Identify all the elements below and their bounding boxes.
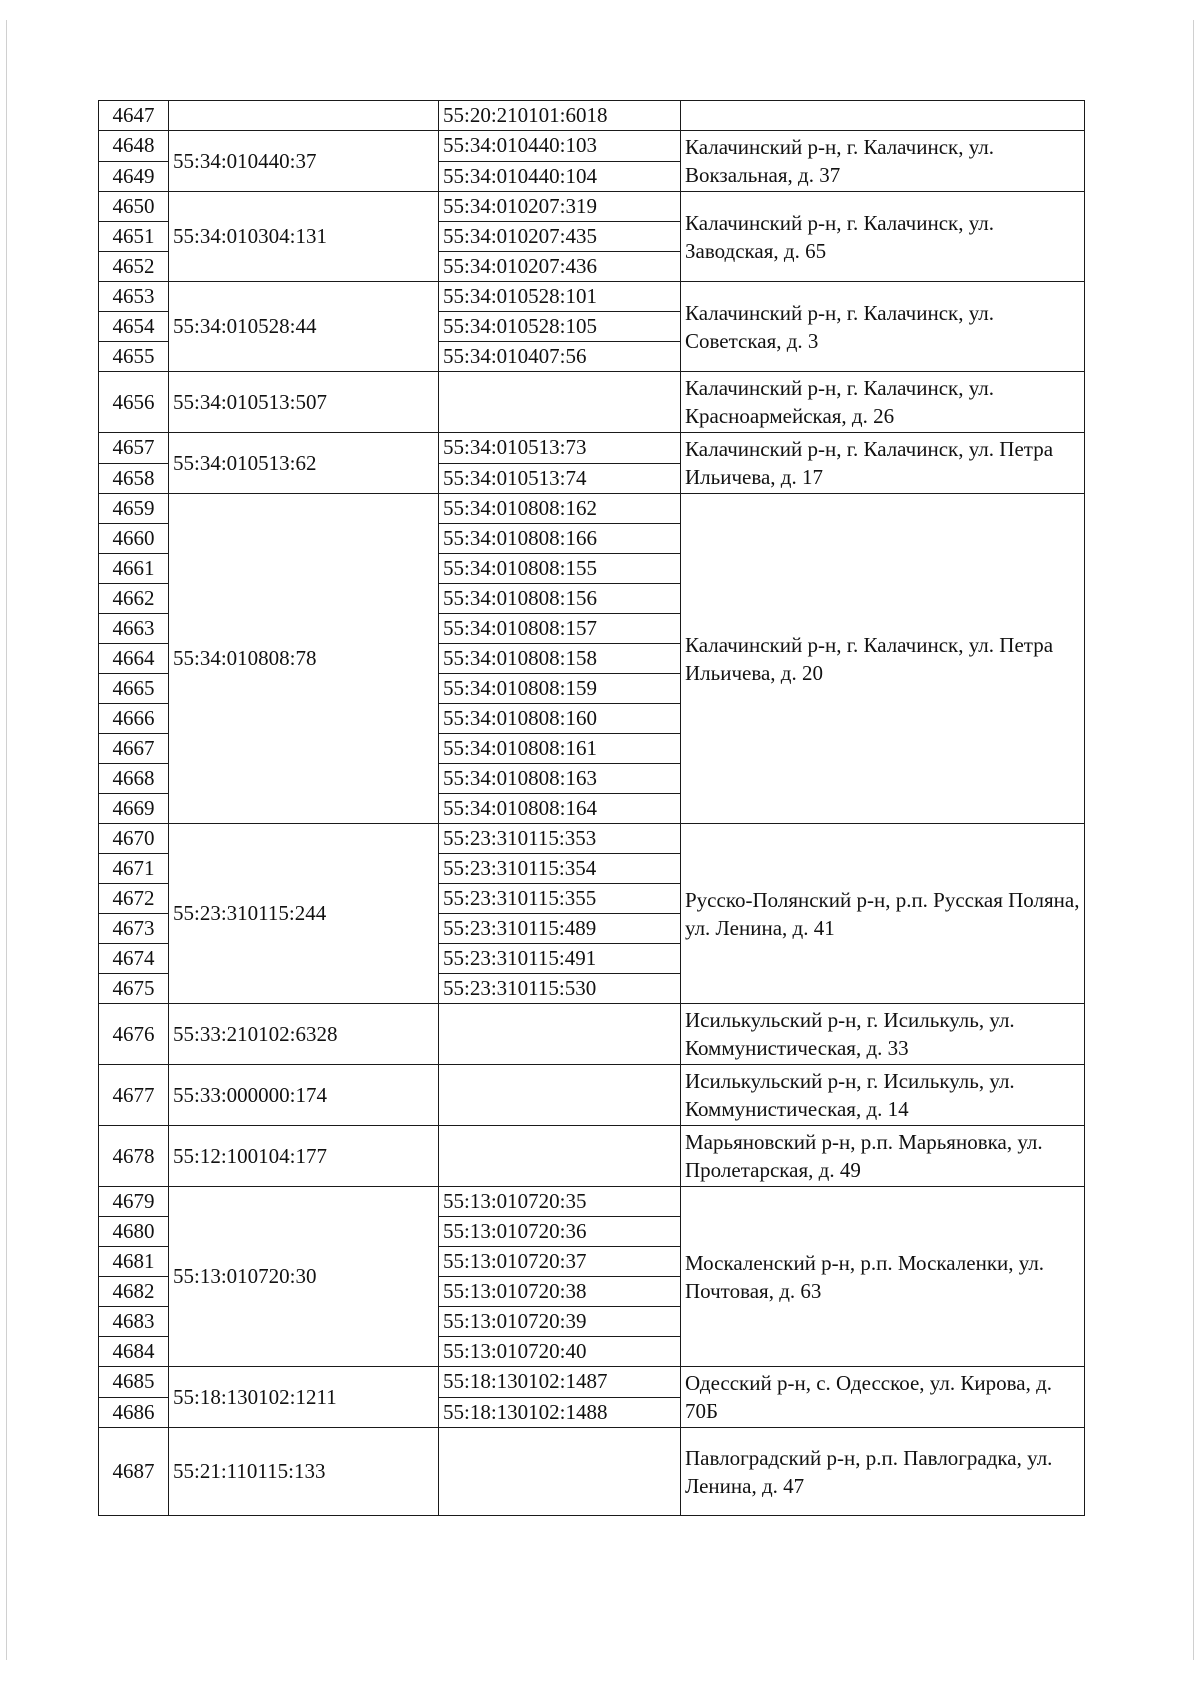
main-cadastral-number-cell: 55:12:100104:177 [169, 1126, 439, 1187]
main-cadastral-number-cell: 55:34:010528:44 [169, 282, 439, 372]
table-row [99, 433, 1085, 464]
sub-cadastral-number-cell: 55:34:010808:166 [439, 524, 681, 554]
sub-cadastral-number-cell: 55:13:010720:35 [439, 1187, 681, 1217]
row-number-cell: 4654 [99, 312, 169, 342]
row-number-cell: 4674 [99, 944, 169, 974]
address-cell: Калачинский р-н, г. Калачинск, ул. Красноармейская, д. 26 [681, 372, 1085, 433]
table-row [99, 1428, 1085, 1516]
row-number-cell: 4677 [99, 1065, 169, 1126]
row-number-cell: 4686 [99, 1397, 169, 1428]
table-row [99, 131, 1085, 162]
row-number-cell: 4659 [99, 494, 169, 524]
table-row [99, 1065, 1085, 1126]
row-number-cell: 4675 [99, 974, 169, 1004]
row-number-cell: 4655 [99, 342, 169, 372]
table-row [99, 1004, 1085, 1065]
sub-cadastral-number-cell [439, 1004, 681, 1065]
address-cell: Исилькульский р-н, г. Исилькуль, ул. Коммунистическая, д. 14 [681, 1065, 1085, 1126]
row-number-cell: 4657 [99, 433, 169, 464]
sub-cadastral-number-cell: 55:34:010808:157 [439, 614, 681, 644]
main-cadastral-number-cell: 55:33:000000:174 [169, 1065, 439, 1126]
row-number-cell: 4682 [99, 1277, 169, 1307]
scan-edge-right [1193, 20, 1194, 1660]
main-cadastral-number-cell: 55:23:310115:244 [169, 824, 439, 1004]
row-number-cell: 4680 [99, 1217, 169, 1247]
sub-cadastral-number-cell: 55:34:010808:156 [439, 584, 681, 614]
sub-cadastral-number-cell: 55:23:310115:489 [439, 914, 681, 944]
sub-cadastral-number-cell: 55:18:130102:1487 [439, 1367, 681, 1398]
sub-cadastral-number-cell: 55:34:010207:436 [439, 252, 681, 282]
row-number-cell: 4653 [99, 282, 169, 312]
row-number-cell: 4685 [99, 1367, 169, 1398]
main-cadastral-number-cell: 55:34:010513:62 [169, 433, 439, 494]
sub-cadastral-number-cell: 55:34:010808:161 [439, 734, 681, 764]
sub-cadastral-number-cell [439, 1065, 681, 1126]
main-cadastral-number-cell: 55:18:130102:1211 [169, 1367, 439, 1428]
sub-cadastral-number-cell: 55:34:010207:435 [439, 222, 681, 252]
address-cell: Павлоградский р-н, р.п. Павлоградка, ул. Ленина, д. 47 [681, 1428, 1085, 1516]
table-row [99, 282, 1085, 312]
sub-cadastral-number-cell: 55:34:010513:74 [439, 463, 681, 494]
sub-cadastral-number-cell: 55:20:210101:6018 [439, 101, 681, 131]
sub-cadastral-number-cell: 55:23:310115:353 [439, 824, 681, 854]
address-cell: Калачинский р-н, г. Калачинск, ул. Вокзальная, д. 37 [681, 131, 1085, 192]
address-cell: Русско-Полянский р-н, р.п. Русская Поляна, ул. Ленина, д. 41 [681, 824, 1085, 1004]
sub-cadastral-number-cell: 55:34:010808:163 [439, 764, 681, 794]
sub-cadastral-number-cell: 55:13:010720:40 [439, 1337, 681, 1367]
cadastral-table [98, 100, 1085, 1516]
table-row [99, 1187, 1085, 1217]
row-number-cell: 4670 [99, 824, 169, 854]
sub-cadastral-number-cell: 55:23:310115:354 [439, 854, 681, 884]
sub-cadastral-number-cell: 55:18:130102:1488 [439, 1397, 681, 1428]
row-number-cell: 4664 [99, 644, 169, 674]
sub-cadastral-number-cell: 55:34:010207:319 [439, 192, 681, 222]
address-cell: Марьяновский р-н, р.п. Марьяновка, ул. Пролетарская, д. 49 [681, 1126, 1085, 1187]
row-number-cell: 4684 [99, 1337, 169, 1367]
sub-cadastral-number-cell: 55:34:010808:164 [439, 794, 681, 824]
row-number-cell: 4678 [99, 1126, 169, 1187]
main-cadastral-number-cell [169, 101, 439, 131]
row-number-cell: 4656 [99, 372, 169, 433]
row-number-cell: 4665 [99, 674, 169, 704]
row-number-cell: 4663 [99, 614, 169, 644]
address-cell: Одесский р-н, с. Одесское, ул. Кирова, д. 70Б [681, 1367, 1085, 1428]
main-cadastral-number-cell: 55:13:010720:30 [169, 1187, 439, 1367]
main-cadastral-number-cell: 55:34:010440:37 [169, 131, 439, 192]
row-number-cell: 4652 [99, 252, 169, 282]
scan-edge-left [6, 20, 7, 1660]
sub-cadastral-number-cell: 55:34:010808:160 [439, 704, 681, 734]
row-number-cell: 4676 [99, 1004, 169, 1065]
main-cadastral-number-cell: 55:34:010808:78 [169, 494, 439, 824]
sub-cadastral-number-cell: 55:34:010528:105 [439, 312, 681, 342]
row-number-cell: 4661 [99, 554, 169, 584]
address-cell: Калачинский р-н, г. Калачинск, ул. Советская, д. 3 [681, 282, 1085, 372]
main-cadastral-number-cell: 55:21:110115:133 [169, 1428, 439, 1516]
sub-cadastral-number-cell: 55:34:010407:56 [439, 342, 681, 372]
address-cell: Исилькульский р-н, г. Исилькуль, ул. Коммунистическая, д. 33 [681, 1004, 1085, 1065]
sub-cadastral-number-cell: 55:34:010528:101 [439, 282, 681, 312]
table-row [99, 824, 1085, 854]
sub-cadastral-number-cell: 55:23:310115:355 [439, 884, 681, 914]
sub-cadastral-number-cell: 55:23:310115:491 [439, 944, 681, 974]
sub-cadastral-number-cell [439, 1126, 681, 1187]
row-number-cell: 4658 [99, 463, 169, 494]
row-number-cell: 4648 [99, 131, 169, 162]
address-cell: Калачинский р-н, г. Калачинск, ул. Петра Ильичева, д. 20 [681, 494, 1085, 824]
sub-cadastral-number-cell: 55:13:010720:39 [439, 1307, 681, 1337]
address-cell: Калачинский р-н, г. Калачинск, ул. Петра Ильичева, д. 17 [681, 433, 1085, 494]
row-number-cell: 4651 [99, 222, 169, 252]
sub-cadastral-number-cell: 55:13:010720:37 [439, 1247, 681, 1277]
table-row [99, 1126, 1085, 1187]
sub-cadastral-number-cell: 55:34:010808:159 [439, 674, 681, 704]
row-number-cell: 4672 [99, 884, 169, 914]
table-row [99, 101, 1085, 131]
row-number-cell: 4679 [99, 1187, 169, 1217]
main-cadastral-number-cell: 55:34:010513:507 [169, 372, 439, 433]
sub-cadastral-number-cell: 55:34:010440:104 [439, 161, 681, 192]
row-number-cell: 4683 [99, 1307, 169, 1337]
row-number-cell: 4671 [99, 854, 169, 884]
table-row [99, 494, 1085, 524]
row-number-cell: 4660 [99, 524, 169, 554]
main-cadastral-number-cell: 55:34:010304:131 [169, 192, 439, 282]
row-number-cell: 4681 [99, 1247, 169, 1277]
sub-cadastral-number-cell: 55:34:010513:73 [439, 433, 681, 464]
table-row [99, 372, 1085, 433]
sub-cadastral-number-cell: 55:13:010720:38 [439, 1277, 681, 1307]
row-number-cell: 4687 [99, 1428, 169, 1516]
sub-cadastral-number-cell: 55:34:010808:158 [439, 644, 681, 674]
row-number-cell: 4667 [99, 734, 169, 764]
row-number-cell: 4668 [99, 764, 169, 794]
row-number-cell: 4650 [99, 192, 169, 222]
sub-cadastral-number-cell: 55:34:010808:162 [439, 494, 681, 524]
cadastral-table-body [99, 101, 1085, 1516]
row-number-cell: 4666 [99, 704, 169, 734]
table-row [99, 1367, 1085, 1398]
row-number-cell: 4647 [99, 101, 169, 131]
sub-cadastral-number-cell: 55:23:310115:530 [439, 974, 681, 1004]
sub-cadastral-number-cell: 55:34:010808:155 [439, 554, 681, 584]
row-number-cell: 4669 [99, 794, 169, 824]
sub-cadastral-number-cell: 55:13:010720:36 [439, 1217, 681, 1247]
sub-cadastral-number-cell: 55:34:010440:103 [439, 131, 681, 162]
address-cell: Калачинский р-н, г. Калачинск, ул. Заводская, д. 65 [681, 192, 1085, 282]
address-cell: Москаленский р-н, р.п. Москаленки, ул. Почтовая, д. 63 [681, 1187, 1085, 1367]
address-cell [681, 101, 1085, 131]
row-number-cell: 4673 [99, 914, 169, 944]
sub-cadastral-number-cell [439, 1428, 681, 1516]
table-row [99, 192, 1085, 222]
main-cadastral-number-cell: 55:33:210102:6328 [169, 1004, 439, 1065]
row-number-cell: 4662 [99, 584, 169, 614]
row-number-cell: 4649 [99, 161, 169, 192]
sub-cadastral-number-cell [439, 372, 681, 433]
